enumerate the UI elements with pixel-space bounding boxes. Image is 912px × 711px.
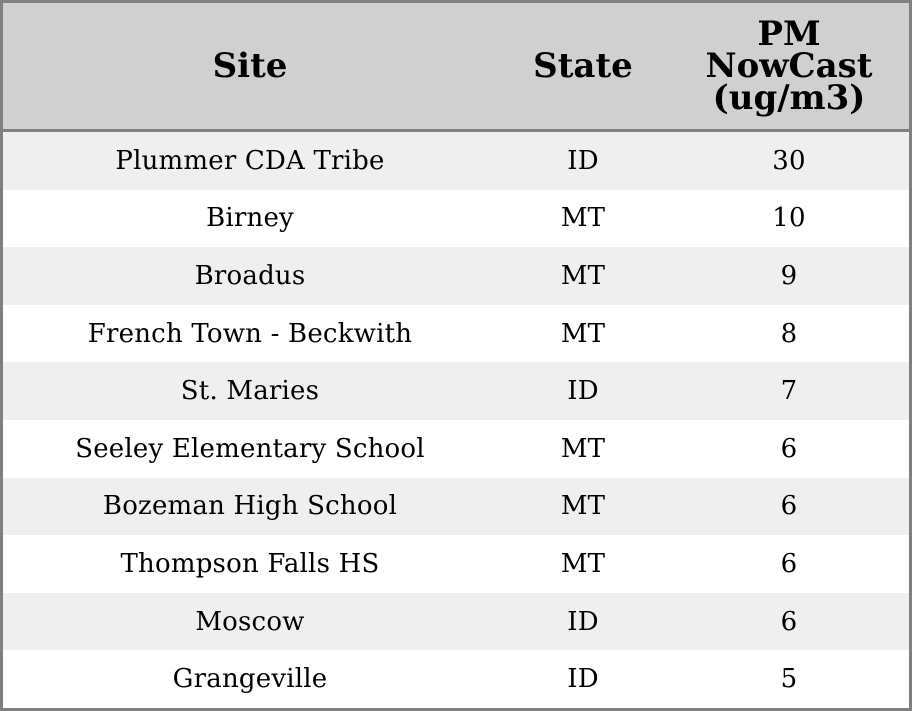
state-cell: MT: [560, 318, 606, 349]
table-row: [3, 535, 909, 593]
pm-value-cell: 5: [780, 664, 798, 695]
table-row: [3, 305, 909, 363]
pm-value-cell: 6: [780, 606, 798, 637]
state-cell: ID: [567, 376, 599, 407]
column-header-state: [497, 3, 669, 129]
pm-value-cell: 30: [772, 145, 806, 176]
site-cell: Birney: [206, 203, 294, 234]
state-cell: MT: [560, 433, 606, 464]
pm-value-cell: 7: [780, 376, 798, 407]
state-cell: ID: [567, 664, 599, 695]
pm-value-cell: 8: [780, 318, 798, 349]
column-header-pm-nowcast-line-2: NowCast: [705, 46, 873, 86]
site-cell: French Town - Beckwith: [87, 318, 413, 349]
table-row: [3, 478, 909, 536]
pm-value-cell: 6: [780, 548, 798, 579]
column-header-pm-nowcast-line-3: (ug/m3): [712, 78, 866, 118]
pm-value-cell: 10: [772, 203, 806, 234]
pm-value-cell: 9: [780, 260, 798, 291]
table-row: [3, 593, 909, 651]
table-body: [3, 132, 909, 708]
state-cell: MT: [560, 203, 606, 234]
table-row: [3, 362, 909, 420]
table-row: [3, 420, 909, 478]
column-header-state-label: State: [533, 46, 633, 86]
pm-value-cell: 6: [780, 433, 798, 464]
site-cell: Broadus: [194, 260, 306, 291]
table-row: [3, 247, 909, 305]
column-header-site-label: Site: [212, 46, 288, 86]
site-cell: Grangeville: [172, 664, 328, 695]
column-header-site: [3, 3, 497, 129]
table-row: [3, 190, 909, 248]
site-cell: Plummer CDA Tribe: [115, 145, 385, 176]
site-cell: Bozeman High School: [102, 491, 398, 522]
state-cell: ID: [567, 145, 599, 176]
site-cell: St. Maries: [180, 376, 320, 407]
column-header-pm-nowcast-line-1: PM: [757, 14, 821, 54]
site-cell: Seeley Elementary School: [75, 433, 425, 464]
state-cell: MT: [560, 491, 606, 522]
column-header-pm-nowcast: [669, 3, 909, 129]
site-cell: Moscow: [195, 606, 305, 637]
site-cell: Thompson Falls HS: [120, 548, 380, 579]
state-cell: MT: [560, 548, 606, 579]
pm-value-cell: 6: [780, 491, 798, 522]
table-row: [3, 650, 909, 708]
state-cell: ID: [567, 606, 599, 637]
state-cell: MT: [560, 260, 606, 291]
table-row: [3, 132, 909, 190]
table-header-row: [3, 3, 909, 132]
